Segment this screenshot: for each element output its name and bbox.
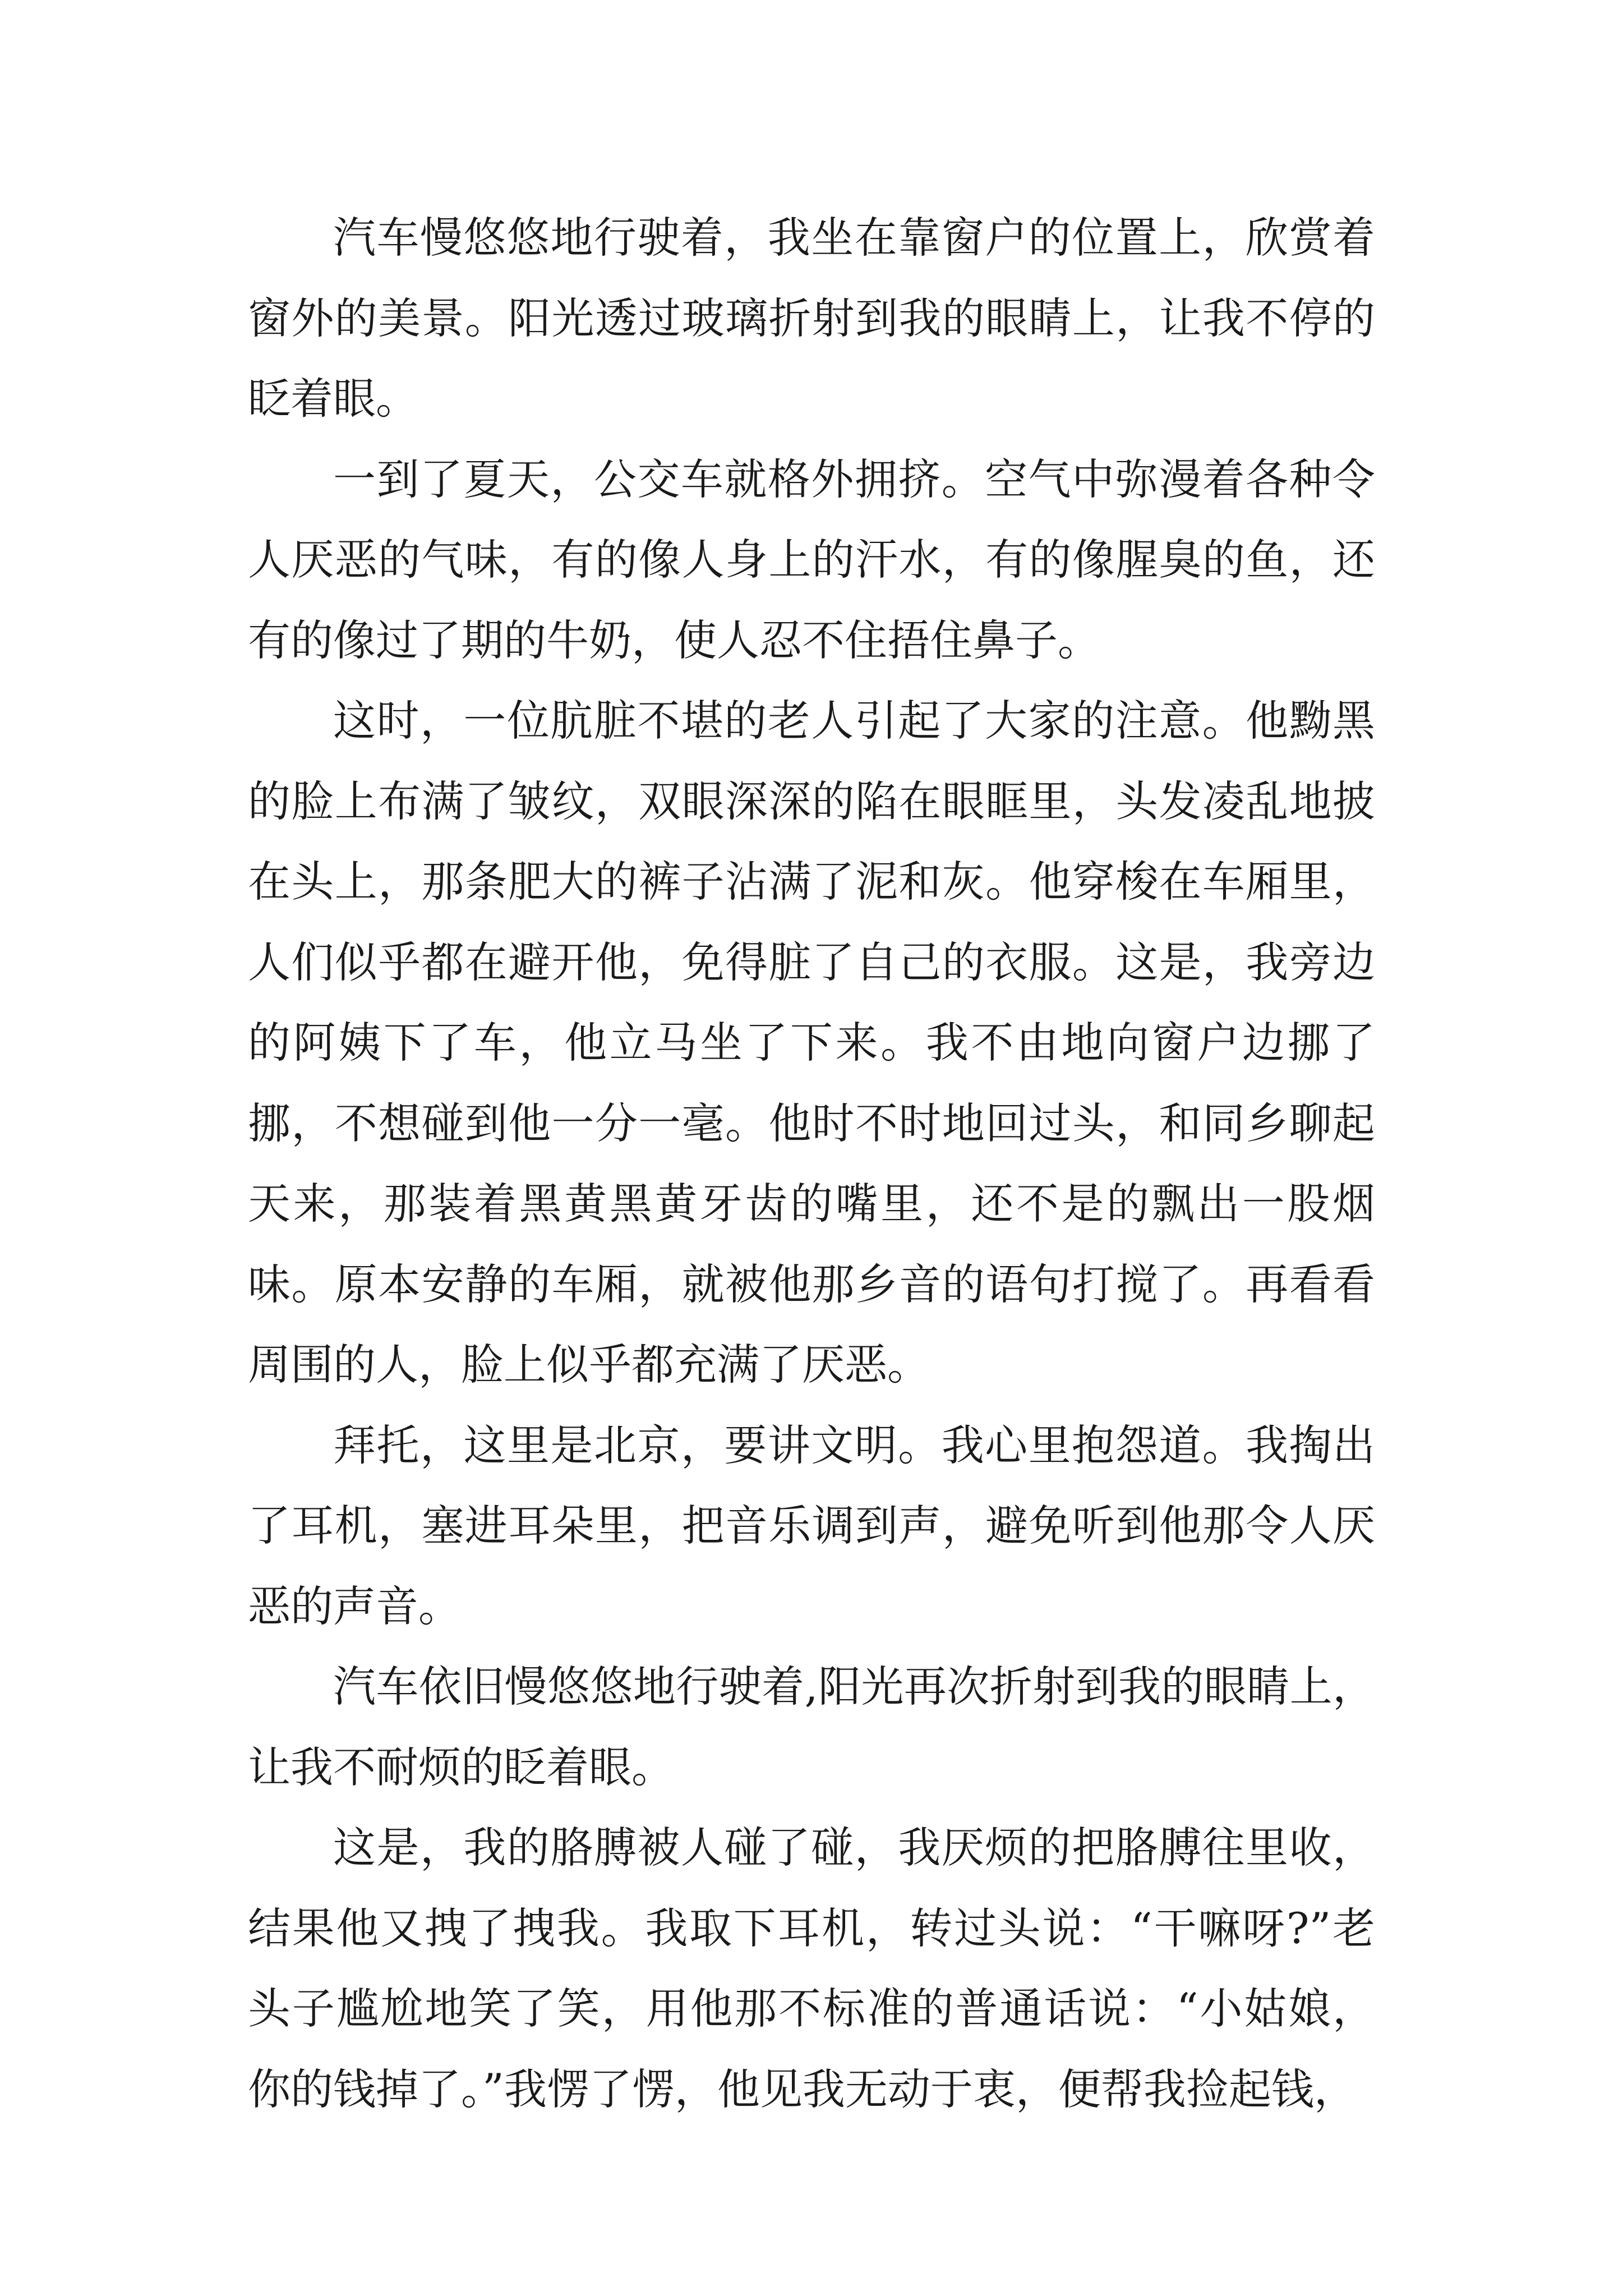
paragraph: 汽车依旧慢悠悠地行驶着,阳光再次折射到我的眼睛上，让我不耐烦的眨着眼。 [248, 1662, 1375, 1792]
paragraph: 汽车慢悠悠地行驶着，我坐在靠窗户的位置上，欣赏着窗外的美景。阳光透过玻璃折射到我的眼睛上，让我不停的眨着眼。 [248, 213, 1375, 424]
body-text [248, 197, 1375, 2129]
paragraph: 这是，我的胳膊被人碰了碰，我厌烦的把胳膊往里收，结果他又拽了拽我。我取下耳机，转过头说：“干嘛呀?”老头子尴尬地笑了笑，用他那不标准的普通话说：“小姑娘，你的钱掉了。”我愣了愣，他见我无动于衷，便帮我捡起钱， [248, 1823, 1375, 2114]
paragraph: 拜托，这里是北京，要讲文明。我心里抱怨道。我掏出了耳机，塞进耳朵里，把音乐调到声，避免听到他那令人厌恶的声音。 [248, 1420, 1375, 1631]
paragraph: 这时，一位肮脏不堪的老人引起了大家的注意。他黝黑的脸上布满了皱纹，双眼深深的陷在眼眶里，头发凌乱地披在头上，那条肥大的裤子沾满了泥和灰。他穿梭在车厢里，人们似乎都在避开他，免得脏了自己的衣服。这是，我旁边的阿姨下了车，他立马坐了下来。我不由地向窗户边挪了挪，不想碰到他一分一毫。他时不时地回过头，和同乡聊起天来，那装着黑黄黑黄牙齿的嘴里，还不是的飘出一股烟味。原本安静的车厢，就被他那乡音的语句打搅了。再看看周围的人，脸上似乎都充满了厌恶。 [248, 696, 1375, 1389]
paragraph: 一到了夏天，公交车就格外拥挤。空气中弥漫着各种令人厌恶的气味，有的像人身上的汗水，有的像腥臭的鱼，还有的像过了期的牛奶，使人忍不住捂住鼻子。 [248, 454, 1375, 665]
